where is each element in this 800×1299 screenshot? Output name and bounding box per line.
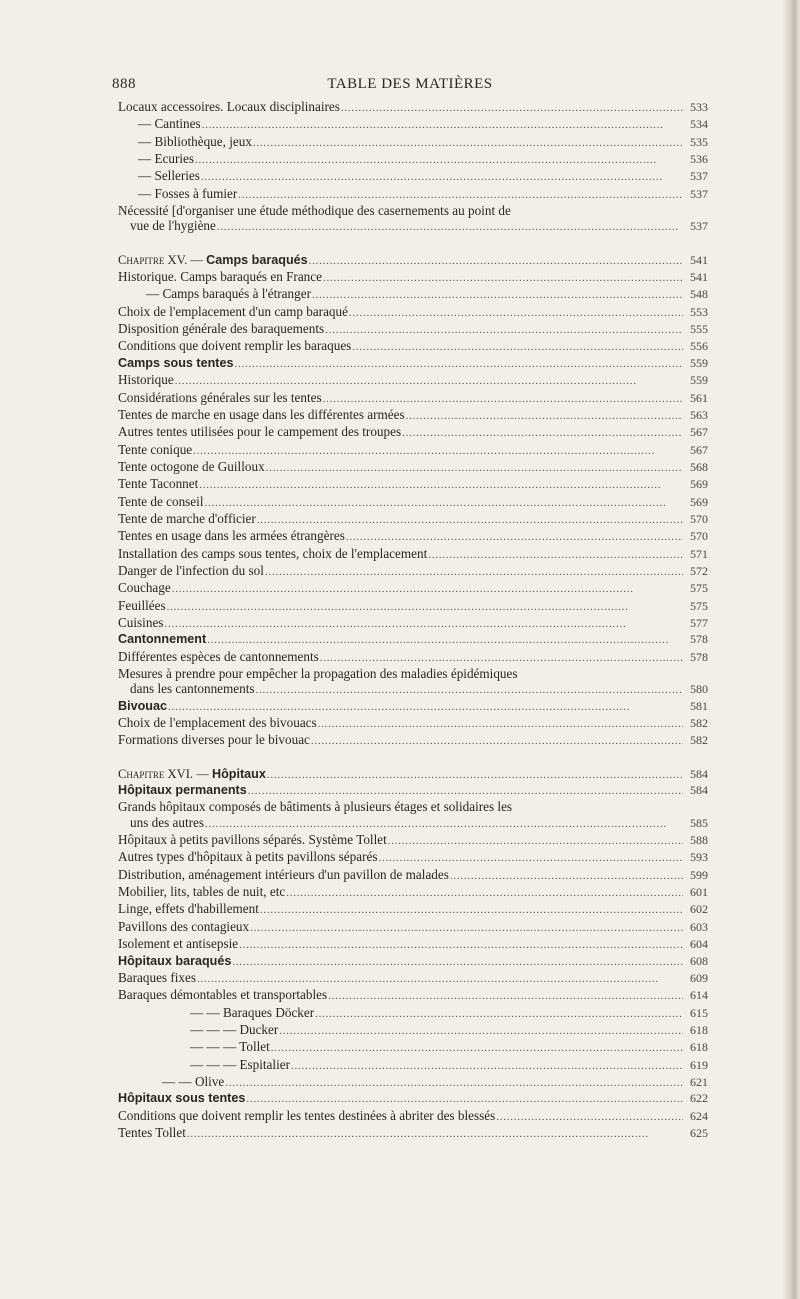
toc-entry	[118, 867, 708, 884]
toc-entry-title: Installation des camps sous tentes, choix de l'emplacement	[118, 545, 428, 561]
toc-entry	[118, 546, 708, 563]
toc-entry-title: Historique	[118, 372, 174, 388]
toc-entry-title: Hôpitaux permanents	[118, 783, 247, 798]
section-gap	[118, 750, 708, 766]
toc-page-number: 548	[690, 287, 708, 302]
dot-leader	[325, 323, 683, 338]
toc-entry-title: Autres tentes utilisées pour le campement des troupes	[118, 424, 402, 440]
toc-entry-title: — Ecuries	[138, 151, 195, 167]
toc-page-number: 622	[690, 1091, 708, 1106]
toc-page-number: 536	[690, 152, 708, 167]
toc-entry	[118, 442, 708, 459]
chapter-title: Camps baraqués	[206, 252, 308, 267]
toc-entry-title: Tentes Tollet	[118, 1124, 186, 1140]
dot-leader	[238, 188, 683, 203]
toc-entry-title: Feuillées	[118, 597, 166, 613]
toc-entry	[118, 919, 708, 936]
toc-page-number: 570	[690, 529, 708, 544]
dot-leader	[207, 633, 683, 648]
toc-entry	[118, 901, 708, 918]
toc-entry-title: Grands hôpitaux composés de bâtiments à plusieurs étages et solidaires les	[118, 799, 513, 815]
dot-leader	[496, 1110, 683, 1125]
toc-entry	[118, 699, 708, 715]
toc-entry-title: Conditions que doivent remplir les baraques	[118, 338, 352, 354]
toc-entry	[118, 1074, 708, 1091]
dot-leader	[311, 734, 683, 749]
toc-page-number: 537	[690, 186, 708, 201]
toc-entry-title: — — Baraques Döcker	[190, 1004, 315, 1020]
section-gap	[118, 236, 708, 252]
toc-page-number: 602	[690, 902, 708, 917]
toc-entry-title: Mesures à prendre pour empêcher la propagation des maladies épidémiques	[118, 666, 518, 681]
dot-leader	[312, 288, 683, 303]
toc-entry-title: Tente conique	[118, 441, 193, 457]
dot-leader	[250, 921, 683, 936]
toc-entry-title: Autres types d'hôpitaux à petits pavillons séparés	[118, 849, 378, 865]
dot-leader	[202, 118, 683, 133]
toc-page-number: 535	[690, 134, 708, 149]
toc-entry	[118, 1005, 708, 1022]
dot-leader	[225, 1076, 683, 1091]
toc-page-number: 559	[690, 373, 708, 388]
toc-page-number: 561	[690, 390, 708, 405]
toc-entry	[118, 1057, 708, 1074]
toc-page-number: 541	[690, 270, 708, 285]
toc-page-number: 567	[690, 425, 708, 440]
toc-entry	[118, 511, 708, 528]
dot-leader	[318, 717, 683, 732]
toc-page-number: 578	[690, 632, 708, 647]
toc-page-number: 614	[690, 988, 708, 1003]
dot-leader	[266, 461, 683, 476]
dot-leader	[450, 869, 683, 884]
toc-entry-title: Choix de l'emplacement des bivouacs	[118, 715, 317, 731]
toc-page-number: 568	[690, 459, 708, 474]
toc-entry-title: Tente de marche d'officier	[118, 510, 256, 526]
dot-leader	[328, 989, 683, 1004]
dot-leader	[239, 938, 683, 953]
toc-entry	[118, 580, 708, 597]
toc-page-number: 615	[690, 1005, 708, 1020]
dot-leader	[187, 1127, 683, 1142]
dot-leader	[195, 153, 683, 168]
dot-leader	[291, 1059, 683, 1074]
running-title: TABLE DES MATIÈRES	[327, 76, 493, 92]
dot-leader	[172, 582, 683, 597]
toc-entry	[118, 151, 708, 168]
table-of-contents	[118, 99, 708, 1142]
toc-entry	[118, 116, 708, 133]
dot-leader	[248, 784, 683, 799]
toc-page-number: 584	[690, 766, 708, 781]
toc-entry	[118, 936, 708, 953]
toc-entry-title: Formations diverses pour le bivouac	[118, 732, 310, 748]
toc-entry-title: Mobilier, lits, tables de nuit, etc	[118, 884, 286, 900]
toc-entry	[118, 681, 708, 698]
toc-entry-title: Couchage	[118, 580, 171, 596]
toc-page-number: 625	[690, 1125, 708, 1140]
toc-entry-title: Tentes de marche en usage dans les différentes armées	[118, 406, 405, 422]
toc-entry-title: Conditions que doivent remplir les tentes destinées à abriter des blessés	[118, 1107, 496, 1123]
dot-leader	[279, 1024, 683, 1039]
toc-entry-title: Danger de l'infection du sol	[118, 562, 264, 578]
toc-entry-title: Pavillons des contagieux	[118, 918, 250, 934]
dot-leader	[167, 600, 683, 615]
toc-entry	[118, 715, 708, 732]
dot-leader	[205, 817, 683, 832]
toc-page-number: 537	[690, 219, 708, 234]
toc-page-number: 571	[690, 546, 708, 561]
toc-entry	[118, 269, 708, 286]
toc-page-number: 556	[690, 339, 708, 354]
toc-page-number: 577	[690, 615, 708, 630]
toc-page-number: 582	[690, 716, 708, 731]
toc-entry-title: Historique. Camps baraqués en France	[118, 269, 322, 285]
toc-entry	[118, 168, 708, 185]
toc-entry-title: — — — Ducker	[190, 1021, 279, 1037]
toc-entry-title: — Selleries	[138, 168, 200, 184]
toc-entry-title: Baraques démontables et transportables	[118, 987, 328, 1003]
dot-leader	[201, 170, 683, 185]
toc-entry	[118, 528, 708, 545]
toc-entry	[118, 218, 708, 235]
toc-entry-title: — Bibliothèque, jeux	[138, 133, 252, 149]
toc-page-number: 588	[690, 833, 708, 848]
dot-leader	[175, 374, 683, 389]
toc-entry-title: Choix de l'emplacement d'un camp baraqué	[118, 303, 348, 319]
toc-page-number: 533	[690, 100, 708, 114]
toc-entry	[118, 987, 708, 1004]
toc-entry-title: — Cantines	[138, 116, 201, 132]
toc-entry-title: Nécessité [d'organiser une étude méthodique des casernements au point de	[118, 203, 511, 219]
dot-leader	[197, 972, 683, 987]
toc-entry	[118, 970, 708, 987]
toc-entry-title: Disposition générale des baraquements	[118, 321, 325, 337]
toc-page-number: 575	[690, 581, 708, 596]
toc-entry	[118, 666, 708, 681]
toc-entry	[118, 1022, 708, 1039]
toc-entry	[118, 1039, 708, 1056]
dot-leader	[256, 683, 683, 698]
toc-entry	[118, 1091, 708, 1107]
toc-entry	[118, 321, 708, 338]
dot-leader	[205, 496, 684, 511]
toc-entry	[118, 615, 708, 632]
toc-entry-title: Isolement et antisepsie	[118, 936, 239, 952]
page-edge-shadow	[782, 0, 800, 1299]
dot-leader	[346, 530, 683, 545]
toc-entry-title: — — — Tollet	[190, 1039, 270, 1055]
toc-entry-title: Baraques fixes	[118, 969, 196, 985]
dot-leader	[341, 101, 683, 116]
dot-leader	[253, 136, 683, 151]
toc-entry	[118, 99, 708, 116]
toc-entry-title: — — — Espitalier	[190, 1056, 290, 1072]
toc-entry-title: Différentes espèces de cantonnements	[118, 648, 319, 664]
toc-entry	[118, 563, 708, 580]
dot-leader	[260, 903, 683, 918]
toc-entry-title: Hôpitaux baraqués	[118, 953, 232, 968]
toc-entry	[118, 304, 708, 321]
toc-entry-title: Considérations générales sur les tentes	[118, 389, 322, 405]
toc-entry-title: Tente de conseil	[118, 493, 204, 509]
toc-page-number: 575	[690, 598, 708, 613]
toc-entry-title: Bivouac	[118, 698, 167, 713]
toc-chapter-entry	[118, 252, 708, 269]
toc-page-number: 581	[690, 698, 708, 713]
toc-page-number: 555	[690, 322, 708, 337]
dot-leader	[309, 254, 683, 269]
toc-page-number: 553	[690, 304, 708, 319]
toc-page-number: 609	[690, 970, 708, 985]
chapter-heading	[118, 252, 308, 268]
dot-leader	[246, 1092, 683, 1107]
toc-entry-title: Hôpitaux sous tentes	[118, 1091, 246, 1106]
toc-entry-title: — Camps baraqués à l'étranger	[146, 286, 311, 302]
chapter-label: Chapitre XV. —	[118, 252, 207, 267]
toc-entry	[118, 632, 708, 648]
toc-page-number: 572	[690, 563, 708, 578]
toc-entry	[118, 372, 708, 389]
toc-entry-title: Linge, effets d'habillement	[118, 901, 259, 917]
dot-leader	[286, 886, 683, 901]
toc-page-number: 537	[690, 169, 708, 184]
toc-page-number: 570	[690, 511, 708, 526]
toc-chapter-entry	[118, 766, 708, 783]
dot-leader	[193, 444, 683, 459]
dot-leader	[406, 409, 683, 424]
toc-entry	[118, 286, 708, 303]
chapter-heading	[118, 766, 266, 782]
dot-leader	[352, 340, 683, 355]
toc-page-number: 585	[690, 815, 708, 830]
toc-page-number: 578	[690, 649, 708, 664]
toc-entry	[118, 424, 708, 441]
toc-entry	[118, 649, 708, 666]
toc-page-number: 593	[690, 850, 708, 865]
toc-entry-title: Locaux accessoires. Locaux disciplinaires	[118, 99, 340, 114]
toc-page-number: 601	[690, 885, 708, 900]
dot-leader	[164, 617, 683, 632]
toc-entry	[118, 832, 708, 849]
toc-entry-title: — Fosses à fumier	[138, 185, 238, 201]
toc-entry	[118, 494, 708, 511]
dot-leader	[320, 651, 683, 666]
dot-leader	[402, 426, 683, 441]
toc-entry	[118, 459, 708, 476]
toc-entry	[118, 884, 708, 901]
toc-page-number: 618	[690, 1040, 708, 1055]
toc-page-number: 569	[690, 477, 708, 492]
dot-leader	[378, 851, 683, 866]
toc-page-number: 604	[690, 937, 708, 952]
chapter-label: Chapitre XVI. —	[118, 766, 212, 781]
toc-entry	[118, 598, 708, 615]
dot-leader	[323, 271, 683, 286]
toc-page-number: 584	[690, 783, 708, 798]
toc-entry	[118, 186, 708, 203]
toc-page-number: 608	[690, 953, 708, 968]
toc-page-number: 599	[690, 867, 708, 882]
dot-leader	[168, 700, 683, 715]
toc-entry	[118, 783, 708, 799]
toc-page-number: 619	[690, 1057, 708, 1072]
dot-leader	[271, 1041, 683, 1056]
toc-entry-title: — — Olive	[162, 1073, 225, 1089]
dot-leader	[323, 392, 683, 407]
chapter-title: Hôpitaux	[211, 766, 266, 781]
toc-entry	[118, 1125, 708, 1142]
toc-entry	[118, 815, 708, 832]
toc-page-number: 567	[690, 442, 708, 457]
toc-page-number: 618	[690, 1022, 708, 1037]
toc-entry-title: Cantonnement	[118, 632, 207, 647]
toc-entry	[118, 203, 708, 218]
toc-page-number: 563	[690, 407, 708, 422]
toc-entry	[118, 338, 708, 355]
dot-leader	[315, 1007, 683, 1022]
dot-leader	[267, 768, 683, 783]
toc-page-number: 534	[690, 117, 708, 132]
toc-entry	[118, 1108, 708, 1125]
toc-entry-title: dans les cantonnements	[130, 681, 255, 697]
dot-leader	[199, 478, 683, 493]
dot-leader	[234, 357, 683, 372]
toc-page-number: 624	[690, 1108, 708, 1123]
page-number: 888	[112, 76, 136, 92]
toc-entry-title: vue de l'hygiène	[130, 218, 216, 234]
toc-entry-title: Hôpitaux à petits pavillons séparés. Système Tollet	[118, 832, 387, 848]
toc-page-number: 582	[690, 733, 708, 748]
toc-entry	[118, 799, 708, 814]
toc-entry	[118, 732, 708, 749]
dot-leader	[232, 955, 683, 970]
toc-entry-title: Tente Taconnet	[118, 476, 199, 492]
toc-entry-title: Tente octogone de Guilloux	[118, 458, 265, 474]
dot-leader	[257, 513, 683, 528]
toc-page-number: 569	[690, 494, 708, 509]
dot-leader	[217, 220, 683, 235]
toc-entry	[118, 390, 708, 407]
toc-entry	[118, 356, 708, 372]
toc-entry	[118, 954, 708, 970]
dot-leader	[349, 306, 683, 321]
toc-page-number: 621	[690, 1074, 708, 1089]
toc-entry-title: Camps sous tentes	[118, 355, 234, 370]
toc-page-number: 603	[690, 919, 708, 934]
toc-entry	[118, 476, 708, 493]
toc-entry-title: Tentes en usage dans les armées étrangères	[118, 528, 345, 544]
toc-entry-title: Cuisines	[118, 614, 164, 630]
toc-page-number: 541	[690, 252, 708, 267]
toc-page-number: 559	[690, 355, 708, 370]
toc-entry	[118, 849, 708, 866]
toc-page-number: 580	[690, 682, 708, 697]
toc-entry-title: Distribution, aménagement intérieurs d'un pavillon de malades	[118, 866, 449, 882]
dot-leader	[388, 834, 683, 849]
dot-leader	[428, 548, 683, 563]
toc-entry-title: uns des autres	[130, 814, 204, 830]
toc-entry	[118, 407, 708, 424]
dot-leader	[265, 565, 683, 580]
page-header	[112, 76, 708, 94]
toc-entry	[118, 134, 708, 151]
